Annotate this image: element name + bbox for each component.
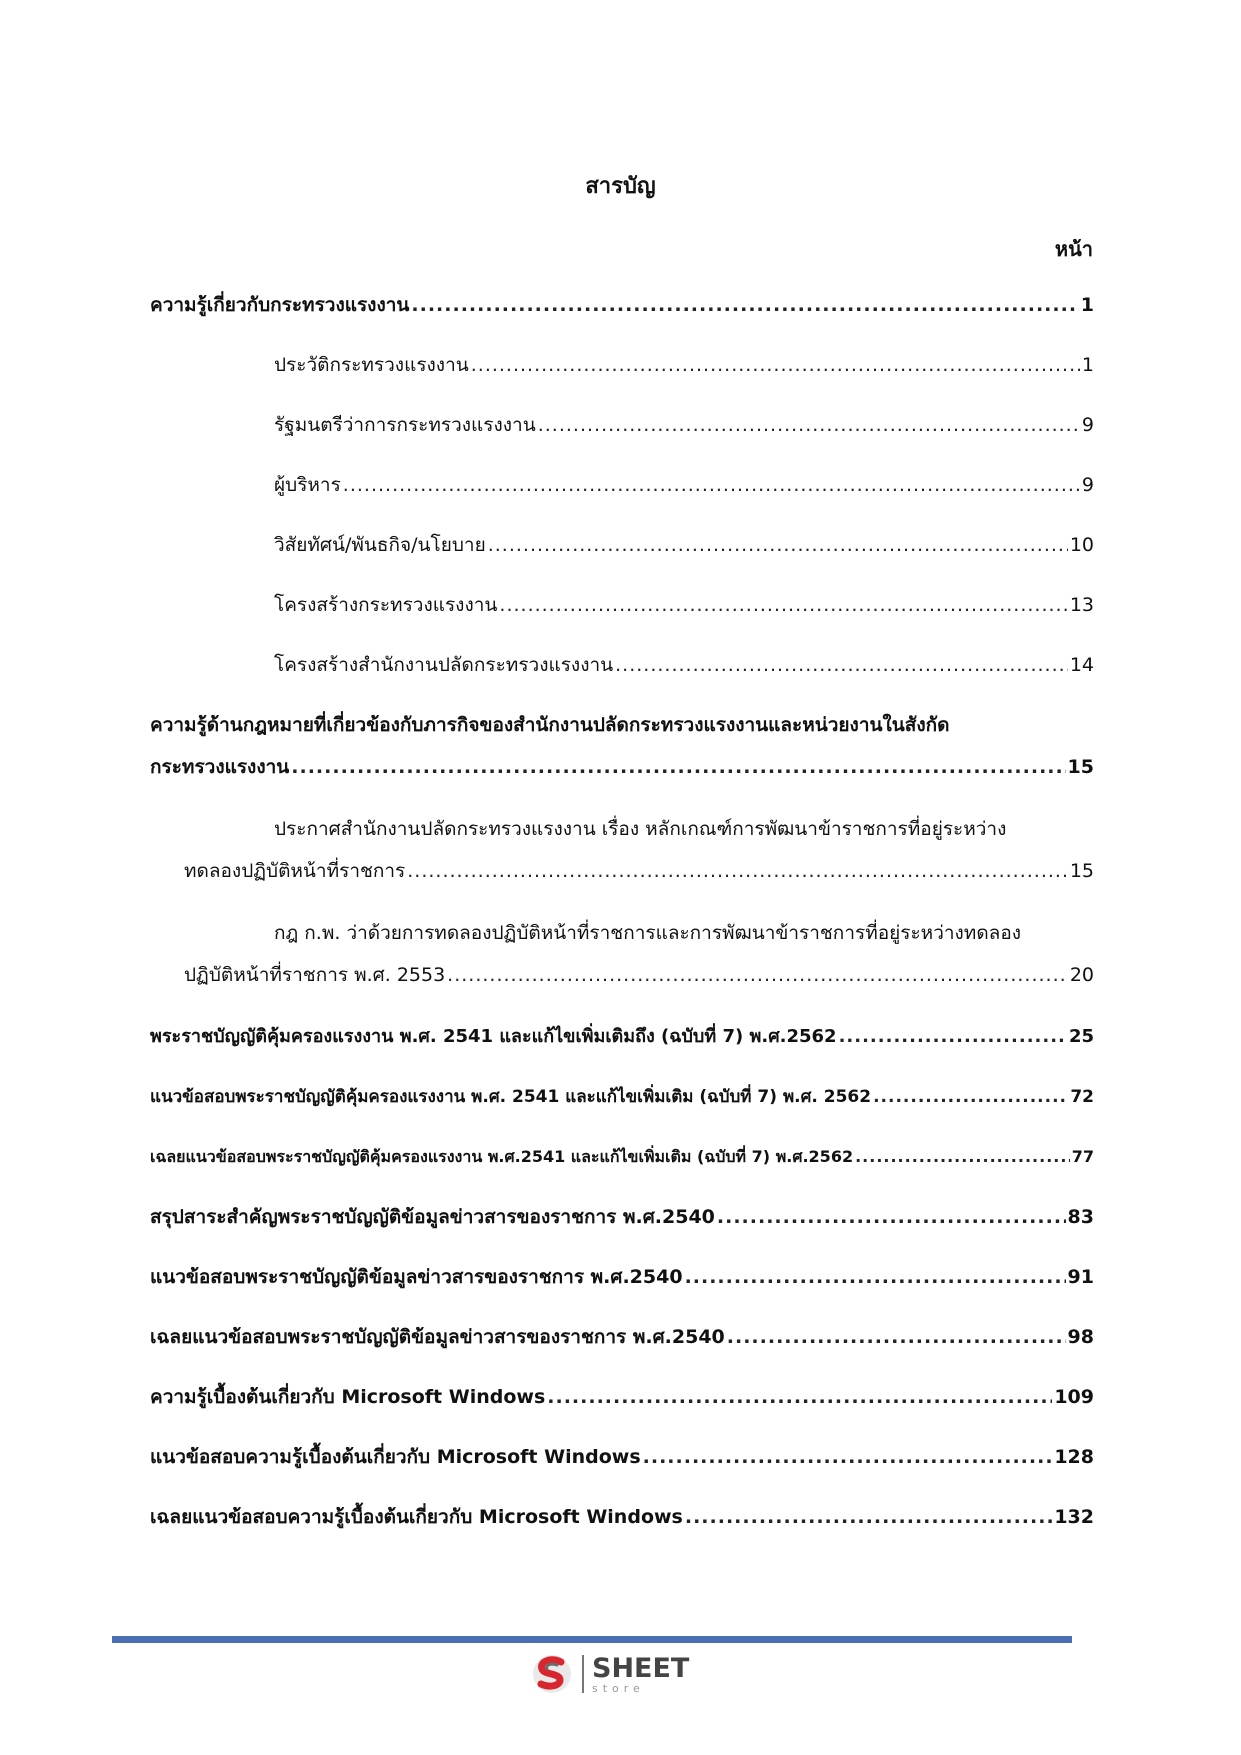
- toc-entry-page: 72: [1070, 1087, 1094, 1107]
- toc-entry-text-line1: ความรู้ด้านกฎหมายที่เกี่ยวข้องกับภารกิจของสำนักงานปลัดกระทรวงแรงงานและหน่วยงานในสังกัด: [150, 714, 950, 736]
- footer-rule: [112, 1636, 1072, 1643]
- toc-entry-text: โครงสร้างกระทรวงแรงงาน: [274, 594, 498, 616]
- toc-entry-page: 20: [1069, 964, 1094, 986]
- toc-subentry[interactable]: [274, 404, 1094, 446]
- sheet-store-logo: [530, 1652, 689, 1696]
- toc-entry-text: เฉลยแนวข้อสอบพระราชบัญญัติข้อมูลข่าวสารของราชการ พ.ศ.2540: [150, 1326, 725, 1348]
- toc-entry-page: 9: [1081, 414, 1094, 436]
- toc-entry[interactable]: [150, 1436, 1094, 1478]
- toc-entry[interactable]: [150, 1256, 1094, 1298]
- toc-entry-text: ความรู้เบื้องต้นเกี่ยวกับ Microsoft Windows: [150, 1386, 546, 1408]
- toc-entry-text: โครงสร้างสำนักงานปลัดกระทรวงแรงงาน: [274, 654, 614, 676]
- toc-entry-text: ทดลองปฏิบัติหน้าที่ราชการ: [184, 860, 406, 882]
- leader-dots: [538, 404, 1080, 446]
- toc-entry-page: 128: [1054, 1446, 1094, 1468]
- toc-entry[interactable]: [150, 1076, 1094, 1118]
- toc-entry-page: 15: [1067, 756, 1094, 778]
- toc-entry[interactable]: [150, 1136, 1094, 1178]
- toc-entry-text: แนวข้อสอบพระราชบัญญัติข้อมูลข่าวสารของราชการ พ.ศ.2540: [150, 1266, 683, 1288]
- toc-entry-page: 109: [1054, 1386, 1094, 1408]
- leader-dots: [717, 1196, 1066, 1238]
- toc-entry-page: 1: [1081, 354, 1094, 376]
- logo-separator: [582, 1655, 584, 1693]
- toc-entry-text: ผู้บริหาร: [274, 474, 341, 496]
- logo-s-icon: [530, 1653, 574, 1695]
- toc-entry[interactable]: [150, 1196, 1094, 1238]
- toc-entry-text: แนวข้อสอบพระราชบัญญัติคุ้มครองแรงงาน พ.ศ. 2541 และแก้ไขเพิ่มเติม (ฉบับที่ 7) พ.ศ. 2562: [150, 1087, 872, 1107]
- leader-dots: [685, 1496, 1052, 1538]
- toc-entry-page: 15: [1069, 860, 1094, 882]
- toc-entry-text-line1: กฎ ก.พ. ว่าด้วยการทดลองปฏิบัติหน้าที่ราชการและการพัฒนาข้าราชการที่อยู่ระหว่างทดลอง: [274, 922, 1022, 944]
- toc-subentry[interactable]: [274, 584, 1094, 626]
- leader-dots: [615, 644, 1068, 686]
- leader-dots: [643, 1436, 1053, 1478]
- toc-entry-text: ปฏิบัติหน้าที่ราชการ พ.ศ. 2553: [184, 964, 446, 986]
- toc-entry-text: แนวข้อสอบความรู้เบื้องต้นเกี่ยวกับ Microsoft Windows: [150, 1446, 641, 1468]
- logo-word: SHEET: [592, 1652, 690, 1684]
- leader-dots: [291, 746, 1065, 788]
- leader-dots: [727, 1316, 1066, 1358]
- leader-dots: [685, 1256, 1066, 1298]
- leader-dots: [855, 1136, 1070, 1178]
- toc-entry-text: ความรู้เกี่ยวกับกระทรวงแรงงาน: [150, 294, 410, 316]
- toc-entry-page: 10: [1069, 534, 1094, 556]
- toc-subentry[interactable]: [274, 524, 1094, 566]
- toc-entry-page: 13: [1069, 594, 1094, 616]
- toc-entry-page: 1: [1080, 294, 1094, 316]
- toc-subentry[interactable]: [150, 808, 1094, 892]
- toc-entry-text: วิสัยทัศน์/พันธกิจ/นโยบาย: [274, 534, 486, 556]
- logo-subword: store: [592, 1681, 645, 1695]
- leader-dots: [343, 464, 1080, 506]
- toc-entry[interactable]: [150, 284, 1094, 326]
- toc-entry-page: 25: [1068, 1026, 1094, 1047]
- leader-dots: [488, 524, 1068, 566]
- toc-entry-text: ประวัติกระทรวงแรงงาน: [274, 354, 469, 376]
- toc-subentry[interactable]: [274, 344, 1094, 386]
- toc-subentry[interactable]: [274, 464, 1094, 506]
- toc-entry[interactable]: [150, 1016, 1094, 1058]
- toc-entry-text: พระราชบัญญัติคุ้มครองแรงงาน พ.ศ. 2541 และแก้ไขเพิ่มเติมถึง (ฉบับที่ 7) พ.ศ.2562: [150, 1026, 837, 1047]
- toc-subentry[interactable]: [150, 912, 1094, 996]
- leader-dots: [839, 1016, 1067, 1058]
- toc-entry-page: 77: [1071, 1147, 1094, 1166]
- toc-entry-text: สรุปสาระสำคัญพระราชบัญญัติข้อมูลข่าวสารของราชการ พ.ศ.2540: [150, 1206, 715, 1228]
- leader-dots: [411, 284, 1078, 326]
- toc-entry-page: 14: [1069, 654, 1094, 676]
- toc-entry-text-line1: ประกาศสำนักงานปลัดกระทรวงแรงงาน เรื่อง หลักเกณฑ์การพัฒนาข้าราชการที่อยู่ระหว่าง: [274, 818, 1007, 840]
- leader-dots: [471, 344, 1080, 386]
- toc-entry-page: 9: [1081, 474, 1094, 496]
- leader-dots: [447, 954, 1068, 996]
- toc-entry-text: รัฐมนตรีว่าการกระทรวงแรงงาน: [274, 414, 536, 436]
- toc-entry[interactable]: [150, 1316, 1094, 1358]
- toc-entry-text: เฉลยแนวข้อสอบความรู้เบื้องต้นเกี่ยวกับ Microsoft Windows: [150, 1506, 683, 1528]
- leader-dots: [407, 850, 1068, 892]
- toc-entry-text: กระทรวงแรงงาน: [150, 756, 290, 778]
- leader-dots: [873, 1076, 1068, 1118]
- toc-entry-text: เฉลยแนวข้อสอบพระราชบัญญัติคุ้มครองแรงงาน พ.ศ.2541 และแก้ไขเพิ่มเติม (ฉบับที่ 7) พ.ศ.2562: [150, 1147, 854, 1166]
- toc-subentry[interactable]: [274, 644, 1094, 686]
- toc-entry[interactable]: [150, 1496, 1094, 1538]
- toc-entry[interactable]: [150, 704, 1094, 788]
- toc-entry-page: 83: [1067, 1206, 1094, 1228]
- toc-entry-page: 132: [1054, 1506, 1094, 1528]
- leader-dots: [499, 584, 1067, 626]
- toc-entry-page: 91: [1067, 1266, 1094, 1288]
- leader-dots: [547, 1376, 1052, 1418]
- page-title: สารบัญ: [585, 174, 656, 199]
- toc-entry-page: 98: [1067, 1326, 1094, 1348]
- toc-entry[interactable]: [150, 1376, 1094, 1418]
- page-column-header: หน้า: [1054, 237, 1093, 261]
